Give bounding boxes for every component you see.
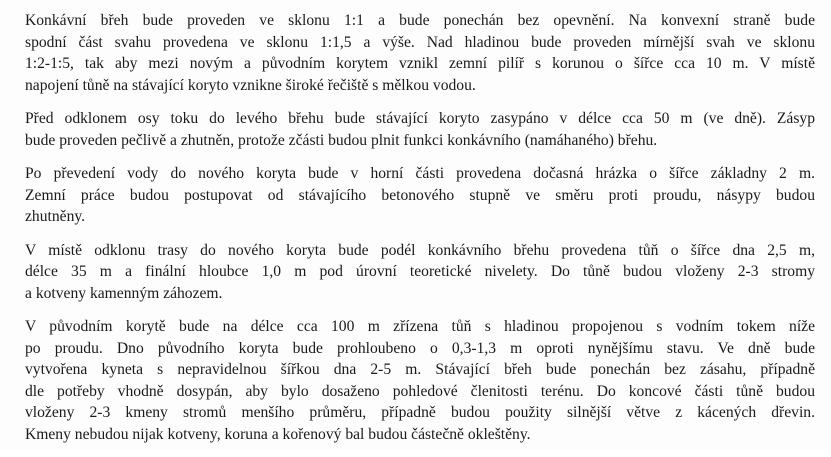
text-line: zhutněny. — [25, 208, 86, 225]
text-line: 1:2-1:5, tak aby mezi novým a původním korytem vznikl zemní pilíř s korunou o šířce cca 10 m. V místě — [25, 55, 815, 72]
paragraph-5 — [25, 316, 815, 445]
text-line: Kmeny nebudou nijak kotveny, koruna a kořenový bal budou částečně okleštěny. — [25, 425, 531, 443]
paragraph-1 — [25, 10, 815, 96]
text-line: délce 35 m a finální hloubce 1,0 m pod úrovní teoretické nivelety. Do tůně budou vloženy 2-3 stromy — [25, 263, 815, 280]
text-line: po proudu. Dno původního koryta bude prohloubeno o 0,3-1,3 m oproti nynějšímu stavu. Ve dně bude — [25, 339, 815, 357]
text-line: dle potřeby vhodně dosypán, aby bylo dosaženo pohledové členitosti terénu. Do koncové části tůně budou — [25, 382, 815, 400]
text-line: Po převedení vody do nového koryta bude v horní části provedena dočasná hrázka o šířce základny 2 m. — [25, 165, 815, 182]
text-line: V místě odklonu trasy do nového koryta bude podél konkávního břehu provedena tůň o šířce dna 2,5 m, — [25, 241, 815, 259]
text-line: vloženy 2-3 kmeny stromů menšího průměru, případně budou použity silnější větve z kácených dřevin. — [25, 404, 815, 421]
text-line: napojení tůně na stávající koryto vznikne široké řečiště s mělkou vodou. — [25, 76, 476, 94]
text-line: spodní část svahu provedena ve sklonu 1:1,5 a výše. Nad hladinou bude proveden mírnější svah ve sklonu — [25, 33, 815, 51]
text-line: Před odklonem osy toku do levého břehu bude stávající koryto zasypáno v délce cca 50 m (ve dně). Zásyp — [25, 110, 815, 127]
paragraph-2 — [25, 108, 815, 151]
text-line: V původním korytě bude na délce cca 100 m zřízena tůň s hladinou propojenou s vodním tokem níže — [25, 318, 815, 335]
text-line: Konkávní břeh bude proveden ve sklonu 1:1 a bude ponechán bez opevnění. Na konvexní straně bude — [25, 12, 815, 29]
text-line: Zemní práce budou postupovat od stávajícího betonového stupně ve směru proti proudu, násypy budou — [25, 186, 815, 204]
text-line: vytvořena kyneta s nepravidelnou šířkou dna 2-5 m. Stávající břeh bude ponechán bez zásahu, případně — [25, 361, 815, 378]
document-body — [25, 10, 815, 457]
text-line: a kotveny kamenným záhozem. — [25, 284, 223, 302]
text-line: bude proveden pečlivě a zhutněn, protože zčásti budou plnit funkci konkávního (namáhaného) břehu. — [25, 131, 658, 149]
paragraph-4 — [25, 240, 815, 305]
paragraph-3 — [25, 163, 815, 228]
